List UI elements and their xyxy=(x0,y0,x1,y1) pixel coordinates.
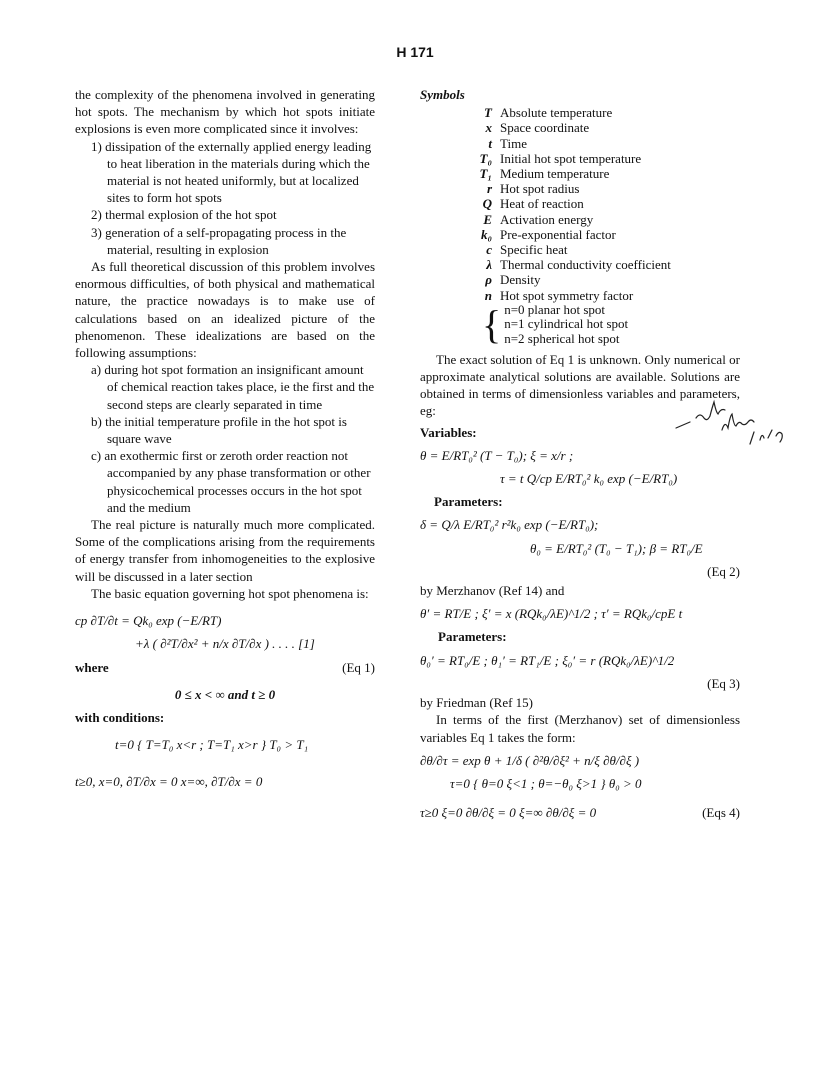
where-label: where xyxy=(75,659,109,675)
dimensionless-form-paragraph: In terms of the first (Merzhanov) set of dimensionless variables Eq 1 takes the form: xyxy=(420,712,740,745)
annotation-word-ended xyxy=(696,402,725,420)
solution-paragraph: The exact solution of Eq 1 is unknown. Only numerical or approximate analytical solutions are available. Solutions are obtained in terms of dimensionless variables and parameters, eg: xyxy=(420,351,740,419)
merzhanov-variables: θ′ = RT/E ; ξ′ = x (RQk₀/λE)^1/2 ; τ′ = RQk₀/cpE t xyxy=(420,606,683,622)
symbol-row: T Absolute temperature xyxy=(484,105,613,121)
symbol-list xyxy=(420,105,740,303)
page-number: H 171 xyxy=(396,44,434,60)
equation-1-line-2: +λ ( ∂²T/∂x² + n/x ∂T/∂x ) . . . . [1] xyxy=(135,636,315,652)
mechanism-item-1: 1) dissipation of the externally applied energy leading to heat liberation in the materials during which the material is not heated uniformly, but at localized sites to form hot spots xyxy=(91,138,372,206)
complications-paragraph: The real picture is naturally much more complicated. Some of the complications arising from the requirements of energy transfer from inhomogeneities to the explosive will be discussed in a later section xyxy=(75,517,375,584)
annotation-date xyxy=(750,430,782,444)
boundary-condition: t≥0, x=0, ∂T/∂x = 0 x=∞, ∂T/∂x = 0 xyxy=(75,774,263,790)
eq4-label: (Eqs 4) xyxy=(702,805,740,821)
eq1-label: (Eq 1) xyxy=(342,659,375,675)
assumption-a: a) during hot spot formation an insignificant amount of chemical reaction takes place, ie the first and the second steps are clearly separated in time xyxy=(91,362,375,412)
basic-equation-intro: The basic equation governing hot spot phenomena is: xyxy=(91,585,369,601)
symbol-row: n Hot spot symmetry factor xyxy=(484,287,634,303)
symbol-row: ρ Density xyxy=(485,272,541,288)
parameters-equation-2: θ₀ = E/RT₀² (T₀ − T₁); β = RT₀/E xyxy=(530,540,703,556)
left-brace: { xyxy=(482,301,502,347)
annotation-arrow-mark xyxy=(676,422,690,428)
symmetry-cases xyxy=(482,303,740,347)
annotation-word-here xyxy=(722,414,754,430)
parameters-equation-1: δ = Q/λ E/RT₀² r²k₀ exp (−E/RT₀); xyxy=(420,517,599,533)
variables-label: Variables: xyxy=(420,424,477,440)
mechanism-item-2: 2) thermal explosion of the hot spot xyxy=(91,207,277,223)
parameters-label: Parameters: xyxy=(434,494,503,510)
symmetry-planar: n=0 planar hot spot xyxy=(504,301,606,317)
symbol-row: E Activation energy xyxy=(483,211,594,227)
symbol-row: x Space coordinate xyxy=(485,120,590,136)
assumption-c: c) an exothermic first or zeroth order reaction not accompanied by any phase transformation or other physicochemical processes occurs in the hot spot and the medium xyxy=(91,448,371,515)
merzhanov-ref: by Merzhanov (Ref 14) and xyxy=(420,583,565,599)
symbol-row: T₁ Medium temperature xyxy=(479,166,610,182)
equation-4-line-3: τ≥0 ξ=0 ∂θ/∂ξ = 0 ξ=∞ ∂θ/∂ξ = 0 xyxy=(420,805,597,821)
left-column xyxy=(75,86,375,797)
eq3-label: (Eq 3) xyxy=(707,675,740,691)
symbol-row: λ Thermal conductivity coefficient xyxy=(486,257,671,273)
assumption-b: b) the initial temperature profile in the hot spot is square wave xyxy=(91,413,347,447)
handwritten-annotation xyxy=(672,388,802,448)
mechanism-item-3: 3) generation of a self-propagating process in the material, resulting in explosion xyxy=(91,224,347,257)
variables-equation-1: θ = E/RT₀² (T − T₀); ξ = x/r ; xyxy=(420,447,574,463)
symbol-row: r Hot spot radius xyxy=(486,181,580,197)
equation-1-line-1: cp ∂T/∂t = Qk₀ exp (−E/RT) xyxy=(75,613,222,629)
symbols-title: Symbols xyxy=(420,87,465,102)
merzhanov-parameters: θ₀′ = RT₀/E ; θ₁′ = RT₁/E ; ξ₀′ = r (RQk₀/λE)^1/2 xyxy=(420,652,675,668)
symbol-row: T₀ Initial hot spot temperature xyxy=(479,150,642,166)
intro-paragraph: the complexity of the phenomena involved in generating hot spots. The mechanism by which hot spots initiate explosions is even more complicated since it involves: xyxy=(75,87,375,137)
symbol-row: c Specific heat xyxy=(486,242,568,258)
symmetry-spherical: n=2 spherical hot spot xyxy=(504,330,620,346)
symbol-row: t Time xyxy=(488,135,527,151)
parameters-label-2: Parameters: xyxy=(438,629,507,645)
eq2-label: (Eq 2) xyxy=(707,563,740,579)
symmetry-cylindrical: n=1 cylindrical hot spot xyxy=(504,316,629,332)
symbol-row: k₀ Pre-exponential factor xyxy=(480,226,616,242)
equation-4-line-2: τ=0 { θ=0 ξ<1 ; θ=−θ₀ ξ>1 } θ₀ > 0 xyxy=(450,775,642,791)
right-column xyxy=(420,86,740,827)
variables-equation-2: τ = t Q/cp E/RT₀² k₀ exp (−E/RT₀) xyxy=(500,471,678,487)
equation-4-line-1: ∂θ/∂τ = exp θ + 1/δ ( ∂²θ/∂ξ² + n/ξ ∂θ/∂ξ ) xyxy=(420,752,640,768)
initial-condition: t=0 { T=T₀ x<r ; T=T₁ x>r } T₀ > T₁ xyxy=(115,737,309,753)
with-conditions-label: with conditions: xyxy=(75,709,165,725)
friedman-ref: by Friedman (Ref 15) xyxy=(420,695,534,711)
assumptions-intro: As full theoretical discussion of this problem involves enormous difficulties, of both physical and mathematical nature, the practice nowadays is to make use of calculations based on an idealized picture of the phenomenon. These idealizations are based on the following assumptions: xyxy=(75,259,375,361)
domain-condition: 0 ≤ x < ∞ and t ≥ 0 xyxy=(174,686,276,702)
symbol-row: Q Heat of reaction xyxy=(482,196,584,212)
